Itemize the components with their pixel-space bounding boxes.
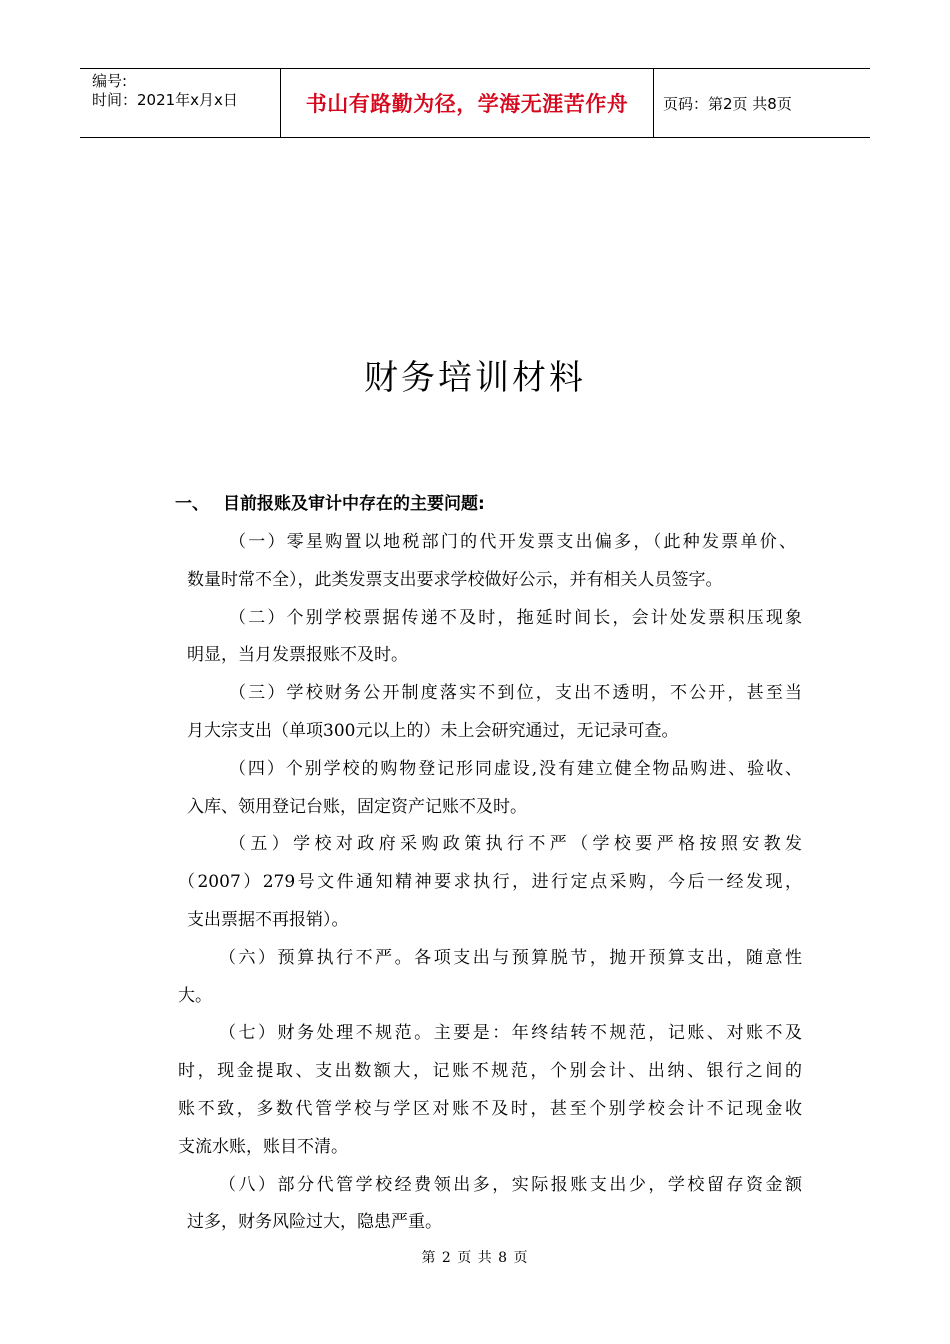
body-line: 支流水账，账目不清。	[178, 1137, 348, 1157]
body-line: （2007）279号文件通知精神要求执行，进行定点采购，今后一经发现，	[178, 872, 802, 892]
header-motto: 书山有路勤为径，学海无涯苦作舟	[281, 69, 654, 137]
body-line: （二）个别学校票据传递不及时，拖延时间长，会计处发票积压现象	[229, 608, 802, 628]
header-page-info: 页码：第2页 共8页	[663, 94, 792, 113]
body-line: 大。	[178, 986, 212, 1006]
body-line: （三）学校财务公开制度落实不到位，支出不透明，不公开，甚至当	[229, 683, 802, 703]
body-line: （四）个别学校的购物登记形同虚设,没有建立健全物品购进、验收、	[229, 759, 802, 779]
number-label: 编号:	[92, 72, 128, 90]
body-line: 月大宗支出（单项300元以上的）未上会研究通过，无记录可查。	[187, 721, 679, 741]
body-line: （一）零星购置以地税部门的代开发票支出偏多，（此种发票单价、	[229, 532, 796, 552]
body-line: 过多，财务风险过大，隐患严重。	[187, 1212, 442, 1232]
time-label: 时间：2021年x月x日	[92, 91, 238, 109]
section-heading-text: 目前报账及审计中存在的主要问题:	[223, 494, 485, 514]
section-number: 一、	[175, 494, 209, 514]
body-line: 账不致，多数代管学校与学区对账不及时，甚至个别学校会计不记现金收	[178, 1099, 802, 1119]
body-line: 支出票据不再报销）。	[187, 910, 349, 930]
body-line: （七）财务处理不规范。主要是：年终结转不规范，记账、对账不及	[219, 1023, 802, 1043]
document-title: 财务培训材料	[364, 358, 586, 398]
body-line: （六）预算执行不严。各项支出与预算脱节，抛开预算支出，随意性	[219, 948, 802, 968]
body-line: 时，现金提取、支出数额大，记账不规范，个别会计、出纳、银行之间的	[178, 1061, 802, 1081]
section-heading	[175, 489, 485, 514]
document-header	[80, 68, 870, 138]
body-line: （八）部分代管学校经费领出多，实际报账支出少，学校留存资金额	[219, 1175, 802, 1195]
header-meta-cell	[80, 69, 281, 137]
page-footer: 第 2 页 共 8 页	[421, 1250, 529, 1266]
body-line: 明显，当月发票报账不及时。	[187, 645, 408, 665]
body-line: 入库、领用登记台账，固定资产记账不及时。	[187, 797, 527, 817]
body-line: 数量时常不全），此类发票支出要求学校做好公示，并有相关人员签字。	[187, 570, 723, 590]
body-line: （五）学校对政府采购政策执行不严（学校要严格按照安教发	[229, 834, 802, 854]
